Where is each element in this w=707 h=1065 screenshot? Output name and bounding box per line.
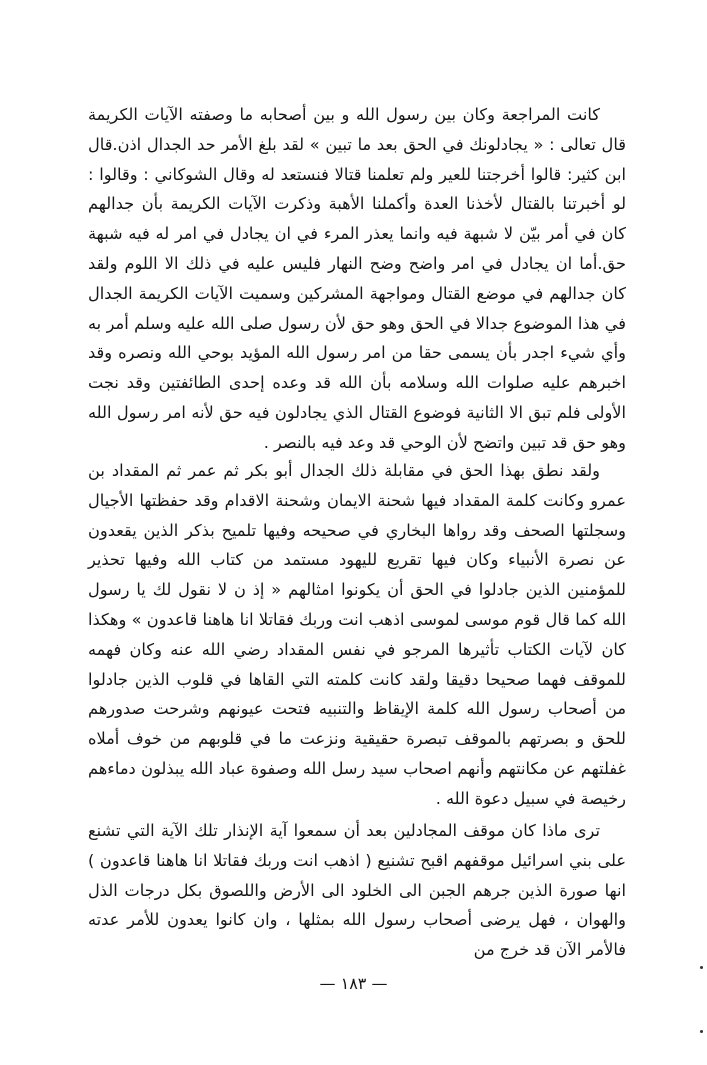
page-number: — ١٨٣ — bbox=[319, 974, 388, 993]
margin-dot-mark bbox=[700, 966, 703, 969]
paragraph-3 bbox=[88, 816, 626, 965]
paragraph-text: ولقد نطق بهذا الحق في مقابلة ذلك الجدال أبو بكر ثم عمر ثم المقداد بن عمرو وكانت كلمة المقداد فيها شحنة الايمان وشحنة الاقدام وقد حفظتها الأجيال وسجلتها الصحف وقد رواها البخاري في صحيحه وفيها تلميح بذكر الذين يقعدون عن نصرة الأنبياء وكان فيها تقريع لليهود مستمد من كتاب الله وفيها تحذير للمؤمنين الذين جادلوا في الحق أن يكونوا امثالهم « إذ ن لا نقول لك يا رسول الله كما قال قوم موسى لموسى اذهب انت وربك فقاتلا انا هاهنا قاعدون » وهكذا كان لآيات الكتاب تأثيرها المرجو في نفس المقداد رضي الله عنه وكان فهمه للموقف فهما صحيحا دقيقا ولقد كانت كلمته التي القاها في قلوب الذين جادلوا من أصحاب رسول الله كلمة الإيقاظ والتنبيه فتحت عيونهم وشرحت صدورهم للحق و بصرتهم بالموقف تبصرة حقيقية ونزعت ما في قلوبهم من خوف أملاه غفلتهم عن مكانتهم وأنهم اصحاب سيد رسل الله وصفوة عباد الله يبذلون دماءهم رخيصة في سبيل دعوة الله . bbox=[88, 461, 626, 808]
paragraph-2 bbox=[88, 456, 626, 814]
paragraph-1 bbox=[88, 100, 626, 458]
margin-dot-mark bbox=[700, 1030, 703, 1033]
paragraph-text: ترى ماذا كان موقف المجادلين بعد أن سمعوا آية الإنذار تلك الآية التي تشنع على بني اسرائيل موقفهم اقبح تشنيع ( اذهب انت وربك فقاتلا انا هاهنا قاعدون ) انها صورة الذين جرهم الجبن الى الخلود الى الأرض واللصوق بكل درجات الذل والهوان ، فهل يرضى أصحاب رسول الله بمثلها ، وان كانوا يعدون للأمر عدته فالأمر الآن قد خرج من bbox=[88, 821, 626, 960]
paragraph-text: كانت المراجعة وكان بين رسول الله و بين أصحابه ما وصفته الآيات الكريمة قال تعالى : « يجادلونك في الحق بعد ما تبين » لقد بلغ الأمر حد الجدال اذن.قال ابن كثير: قالوا أخرجتنا للعير ولم تعلمنا قتالا فنستعد له وقال الشوكاني : وقالوا : لو أخبرتنا بالقتال لأخذنا العدة وأكملنا الأهبة وذكرت الآيات الكريمة بأن جدالهم كان في أمر بيّن لا شبهة فيه وانما يعذر المرء في ان يجادل في امر له فيه شبهة حق.أما ان يجادل في امر واضح وضح النهار فليس عليه في ذلك الا اللوم ولقد كان جدالهم في موضع القتال ومواجهة المشركين وسميت الآيات الكريمة الجدال في هذا الموضوع جدالا في الحق وهو حق لأن رسول صلى الله عليه وسلم أمر به وأي شيء اجدر بأن يسمى حقا من امر رسول الله المؤيد بوحي الله ونصره وقد اخبرهم عليه صلوات الله وسلامه بأن الله قد وعده إحدى الطائفتين وقد نجت الأولى فلم تبق الا الثانية فوضوع القتال الذي يجادلون فيه حق لأنه امر رسول الله وهو حق قد تبين واتضح لأن الوحي قد وعد فيه بالنصر . bbox=[88, 105, 626, 452]
